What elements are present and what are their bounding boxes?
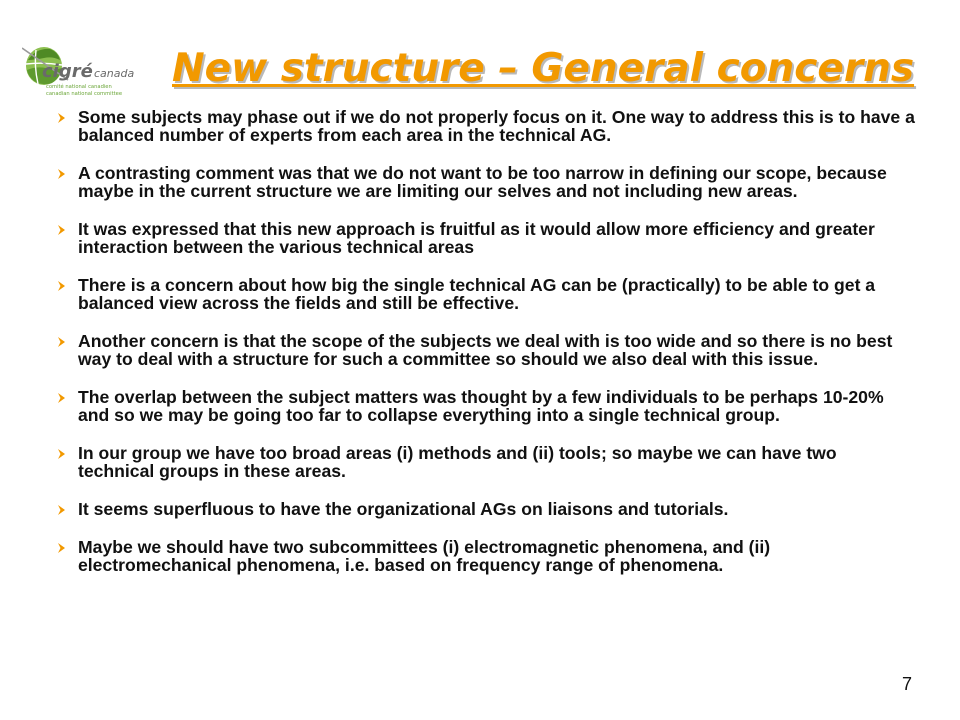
bullet-text: It was expressed that this new approach is fruitful as it would allow more efficiency and greater interaction between the various technical areas xyxy=(78,219,875,257)
cigre-canada-logo xyxy=(22,40,154,110)
arrow-bullet-icon xyxy=(56,538,70,556)
bullet-text: It seems superfluous to have the organizational AGs on liaisons and tutorials. xyxy=(78,499,729,519)
cigre-logo-graphic xyxy=(22,40,154,110)
list-item xyxy=(56,388,916,424)
logo-brand-text: cigré xyxy=(42,61,93,82)
logo-suffix-text: canada xyxy=(94,67,135,80)
bullet-text: Maybe we should have two subcommittees (i) electromagnetic phenomena, and (ii) electromechanical phenomena, i.e. based on frequency range of phenomena. xyxy=(78,537,771,575)
list-item xyxy=(56,220,916,256)
arrow-bullet-icon xyxy=(56,332,70,350)
list-item xyxy=(56,276,916,312)
arrow-bullet-icon xyxy=(56,444,70,462)
logo-tagline-fr: comité national canadien xyxy=(46,84,112,90)
list-item xyxy=(56,332,916,368)
slide-title: New structure – General concerns xyxy=(172,46,915,91)
list-item xyxy=(56,538,916,574)
arrow-bullet-icon xyxy=(56,388,70,406)
bullet-text: The overlap between the subject matters was thought by a few individuals to be perhaps 10-20% and so we may be going too far to collapse everything into a single technical group. xyxy=(78,387,884,425)
list-item xyxy=(56,444,916,480)
arrow-bullet-icon xyxy=(56,220,70,238)
arrow-bullet-icon xyxy=(56,500,70,518)
list-item xyxy=(56,164,916,200)
logo-tagline-en: canadian national committee xyxy=(46,91,123,97)
page-number: 7 xyxy=(901,674,912,694)
arrow-bullet-icon xyxy=(56,164,70,182)
arrow-bullet-icon xyxy=(56,276,70,294)
bullet-text: Another concern is that the scope of the subjects we deal with is too wide and so there is no best way to deal with a structure for such a committee so should we also deal with this issue. xyxy=(78,331,893,369)
bullet-text: There is a concern about how big the single technical AG can be (practically) to be able to get a balanced view across the fields and still be effective. xyxy=(78,275,876,313)
bullet-list xyxy=(56,108,916,594)
bullet-text: A contrasting comment was that we do not want to be too narrow in defining our scope, because maybe in the current structure we are limiting our selves and not including new areas. xyxy=(78,163,887,201)
arrow-bullet-icon xyxy=(56,108,70,126)
bullet-text: In our group we have too broad areas (i) methods and (ii) tools; so maybe we can have two technical groups in these areas. xyxy=(78,443,837,481)
list-item xyxy=(56,108,916,144)
list-item xyxy=(56,500,916,518)
bullet-text: Some subjects may phase out if we do not properly focus on it. One way to address this is to have a balanced number of experts from each area in the technical AG. xyxy=(78,107,915,145)
